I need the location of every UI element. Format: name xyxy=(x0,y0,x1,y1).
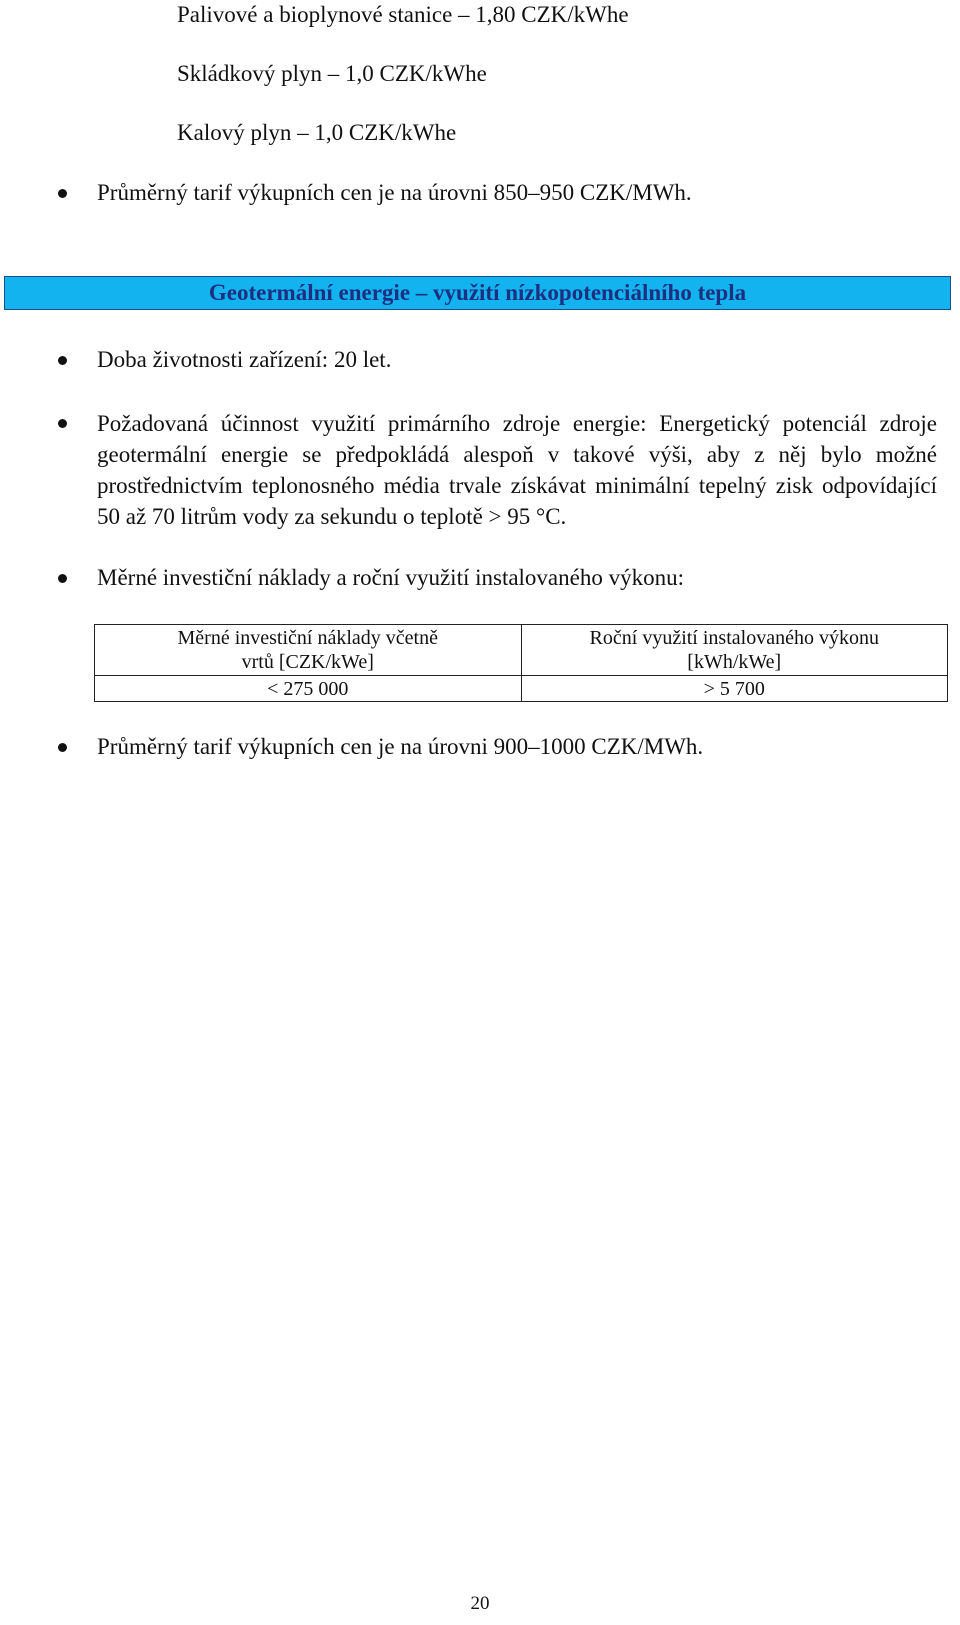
header-line: vrtů [CZK/kWe] xyxy=(241,651,374,673)
section-banner xyxy=(4,276,951,310)
table-cell-costs-value: < 275 000 xyxy=(95,676,522,702)
table-row xyxy=(95,676,948,702)
table-header-row xyxy=(95,625,948,676)
tariff-line-landfill-gas: Skládkový plyn – 1,0 CZK/kWhe xyxy=(177,61,487,86)
page-number: 20 xyxy=(470,1593,490,1614)
list-item-text: Měrné investiční náklady a roční využití instalovaného výkonu: xyxy=(97,565,684,590)
tariff-line-fuel-biogas: Palivové a bioplynové stanice – 1,80 CZK/kWhe xyxy=(177,2,629,27)
list-item-text: Průměrný tarif výkupních cen je na úrovni 900–1000 CZK/MWh. xyxy=(97,734,704,759)
bullet-icon xyxy=(58,189,67,198)
table-header-cell-utilization xyxy=(521,625,948,676)
tariff-line-sewage-gas: Kalový plyn – 1,0 CZK/kWhe xyxy=(177,120,457,145)
section-title: Geotermální energie – využití nízkopotenciálního tepla xyxy=(208,280,747,305)
list-item-paragraph: Požadovaná účinnost využití primárního zdroje energie: Energetický potenciál zdroje geotermální energie se předpokládá alespoň v takové výši, aby z něj bylo možné prostřednictvím teplonosného média trvale získávat minimální tepelný zisk odpovídající 50 až 70 litrům vody za sekundu o teplotě > 95 °C. xyxy=(97,411,937,529)
bullet-icon xyxy=(58,419,67,428)
header-line: Měrné investiční náklady včetně xyxy=(177,627,438,649)
bullet-icon xyxy=(58,574,67,583)
list-item-text: Průměrný tarif výkupních cen je na úrovni 850–950 CZK/MWh. xyxy=(97,180,692,205)
cost-table xyxy=(94,624,948,702)
bullet-icon xyxy=(58,356,67,365)
header-line: Roční využití instalovaného výkonu xyxy=(589,627,879,649)
header-line: [kWh/kWe] xyxy=(687,651,782,673)
table-header-cell-costs xyxy=(95,625,522,676)
list-item-text: Doba životnosti zařízení: 20 let. xyxy=(97,347,392,372)
bullet-icon xyxy=(58,743,67,752)
table-cell-utilization-value: > 5 700 xyxy=(521,676,948,702)
